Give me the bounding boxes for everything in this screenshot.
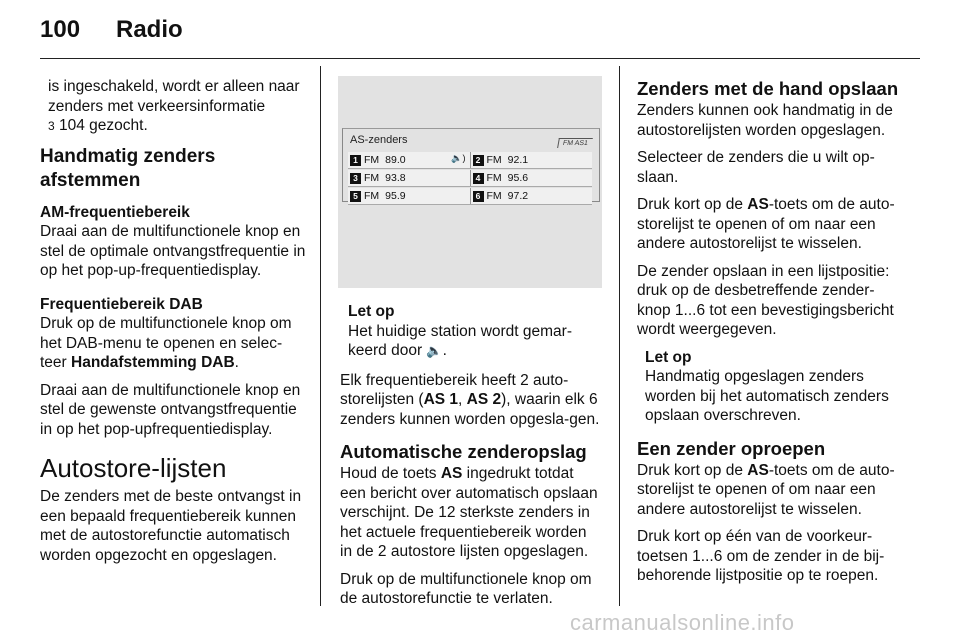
screen-tab-label: FM AS1 [557,138,593,148]
header-rule [40,58,920,59]
preset-frequency: 95.9 [385,190,406,202]
preset-frequency: 92.1 [507,154,529,166]
autostore-screen [342,124,598,200]
note-text: Het huidige station wordt gemar-keerd door 🔈. [348,322,573,359]
manual-save-paragraph-1: Zenders kunnen ook handmatig in de autostorelijsten worden opgeslagen. [637,102,893,139]
dab-paragraph-2: Draai aan de multifunctionele knop en stel de gewenste ontvangstfrequentie in op het pop-upfrequentiedisplay. [40,381,301,438]
preset-band: FM [364,154,380,166]
speaker-icon: 🔈 [426,343,443,358]
heading-auto-save: Automatische zenderopslag [340,441,587,462]
reference-arrow-icon: 3 [48,119,55,133]
preset-grid [348,152,592,206]
column-3 [637,78,905,594]
intro-paragraph: is ingeschakeld, wordt er alleen naar zenders met verkeersinformatie 3 104 gezocht. [48,78,300,134]
preset-number: 2 [473,155,484,166]
dab-menu-item-name: Handafstemming DAB [71,354,235,371]
preset-band: FM [486,190,502,202]
heading-manual-tuning: Handmatig zenders afstemmen [40,145,216,191]
autostore-paragraph: De zenders met de beste ontvangst in een bepaald frequentiebereik kunnen met de autostorefunctie automatisch worden opgezocht en opgeslagen. [40,488,302,564]
preset-button-4[interactable] [470,170,593,186]
heading-manual-save: Zenders met de hand opslaan [637,78,899,99]
screen-title: AS-zenders [350,134,408,146]
column-1 [40,77,308,573]
heading-dab: Frequentiebereik DAB [40,295,203,313]
preset-frequency: 93.8 [385,172,406,184]
note-title: Let op [645,348,692,366]
preset-frequency: 97.2 [507,190,529,202]
page-reference-link[interactable]: 104 gezocht. [54,117,148,134]
heading-am: AM-frequentiebereik [40,203,190,221]
preset-row [348,170,592,187]
preset-band: FM [364,190,380,202]
note-title: Let op [348,303,395,320]
manual-save-paragraph-3: Druk kort op de AS-toets om de auto-storelijst te openen of om naar een andere autostorelijst te wisselen. [637,196,895,252]
note-box [340,302,602,361]
preset-number: 3 [350,173,361,184]
preset-number: 4 [473,173,484,184]
preset-frequency: 89.0 [385,154,406,166]
note-box [637,348,905,426]
speaker-icon: 🔈) [451,153,466,163]
preset-band: FM [364,172,380,184]
preset-button-3[interactable] [348,170,470,186]
preset-button-2[interactable] [470,152,593,168]
preset-button-1[interactable] [348,152,470,168]
preset-button-6[interactable] [470,188,593,204]
chapter-title: Radio [116,16,183,43]
heading-autostore: Autostore-lijsten [40,453,227,483]
manual-save-paragraph-4: De zender opslaan in een lijstpositie: druk op de desbetreffende zender-knop 1...6 tot een bevestigingsbericht wordt weergegeven. [637,262,894,338]
am-paragraph: Draai aan de multifunctionele knop en stel de optimale ontvangstfrequentie in op het pop-up-frequentiedisplay. [40,223,306,279]
preset-row [348,152,592,169]
autostore-screenshot [338,76,602,288]
column-2 [340,302,602,617]
preset-number: 1 [350,155,361,166]
auto-save-paragraph: Houd de toets AS ingedrukt totdat een bericht over automatisch opslaan verschijnt. De 12 sterkste zenders in het actuele frequentiebereik worden in de 2 autostore lijsten opgeslagen. [340,465,598,560]
column-divider-1 [320,66,321,606]
column-divider-2 [619,66,620,606]
preset-number: 6 [473,191,484,202]
note-text: Handmatig opgeslagen zenders worden bij het automatisch zenders opslaan overschreven. [645,368,889,424]
preset-number: 5 [350,191,361,202]
preset-band: FM [486,172,502,184]
recall-paragraph-1: Druk kort op de AS-toets om de auto-storelijst te openen of om naar een andere autostorelijst te wisselen. [637,461,895,518]
preset-frequency: 95.6 [507,172,529,184]
preset-button-5[interactable] [348,188,470,204]
dab-paragraph-1: Druk op de multifunctionele knop om het DAB-menu te openen en selec-teer Handafstemming DAB. [40,315,292,371]
preset-row [348,188,592,205]
manual-save-paragraph-2: Selecteer de zenders die u wilt op-slaan. [637,149,875,186]
recall-paragraph-2: Druk kort op één van de voorkeur-toetsen 1...6 om de zender in de bij-behorende lijstpositie op te roepen. [637,528,885,584]
page-number: 100 [40,16,81,43]
heading-recall-station: Een zender oproepen [637,437,826,459]
autostore-lists-paragraph: Elk frequentiebereik heeft 2 auto-storelijsten (AS 1, AS 2), waarin elk 6 zenders kunnen worden opgesla-gen. [340,371,600,428]
preset-band: FM [486,154,502,166]
exit-autostore-paragraph: Druk op de multifunctionele knop om de autostorefunctie te verlaten. [340,570,592,607]
watermark: carmanualsonline.info [570,610,795,635]
